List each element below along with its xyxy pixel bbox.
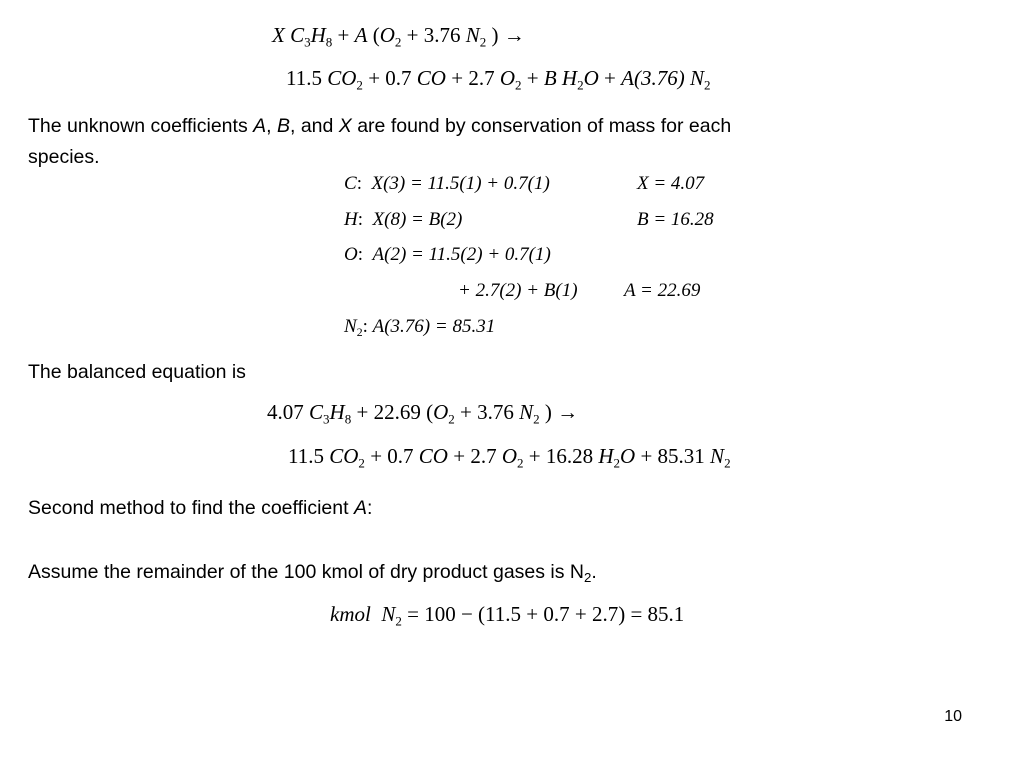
balanced-equation-label: The balanced equation is xyxy=(28,361,246,383)
oxygen-result: A = 22.69 xyxy=(624,280,701,301)
hydrogen-balance: H: X(8) = B(2) xyxy=(344,209,463,230)
page-number: 10 xyxy=(944,708,962,725)
oxygen-balance: O: A(2) = 11.5(2) + 0.7(1) xyxy=(344,244,551,265)
nitrogen-balance: $N_2$: A(3.76) = 85.31 xyxy=(344,316,496,340)
intro-paragraph: The unknown coefficients A, B, and X are found by conservation of mass for each xyxy=(28,115,732,137)
assume-text: Assume the remainder of the 100 kmol of dry product gases is $N_2$. xyxy=(28,561,597,585)
kmol-equation: kmol $N_2 = 100 - (11.5 + 0.7 + 2.7) = 85.1$ xyxy=(330,602,685,629)
balanced-equation-line2: 11.5 $CO_2 + 0.7$ CO + 2.7 $O_2 + 16.28$ $H_2O + 85.31$ $N_2$ xyxy=(288,444,731,471)
carbon-result: X = 4.07 xyxy=(637,173,705,194)
oxygen-balance-cont: + 2.7(2) + B(1) xyxy=(458,280,578,301)
intro-paragraph-line2: species. xyxy=(28,146,100,168)
hydrogen-result: B = 16.28 xyxy=(637,209,714,230)
second-method-text: Second method to find the coefficient A: xyxy=(28,497,373,519)
carbon-balance: C: X(3) = 11.5(1) + 0.7(1) xyxy=(344,173,550,194)
reaction-equation-line2: 11.5 $CO_2 + 0.7$ CO + 2.7 $O_2 + B$ $H_2O + A(3.76)$ $N_2$ xyxy=(286,66,711,93)
balanced-equation-line1: 4.07 $C_3H_8 + 22.69$ ($O_2 + 3.76$ $N_2$ ) → xyxy=(267,400,579,427)
reaction-equation-line1: X $C_3H_8 + A$ ($O_2 + 3.76$ $N_2$ ) → xyxy=(272,23,525,50)
